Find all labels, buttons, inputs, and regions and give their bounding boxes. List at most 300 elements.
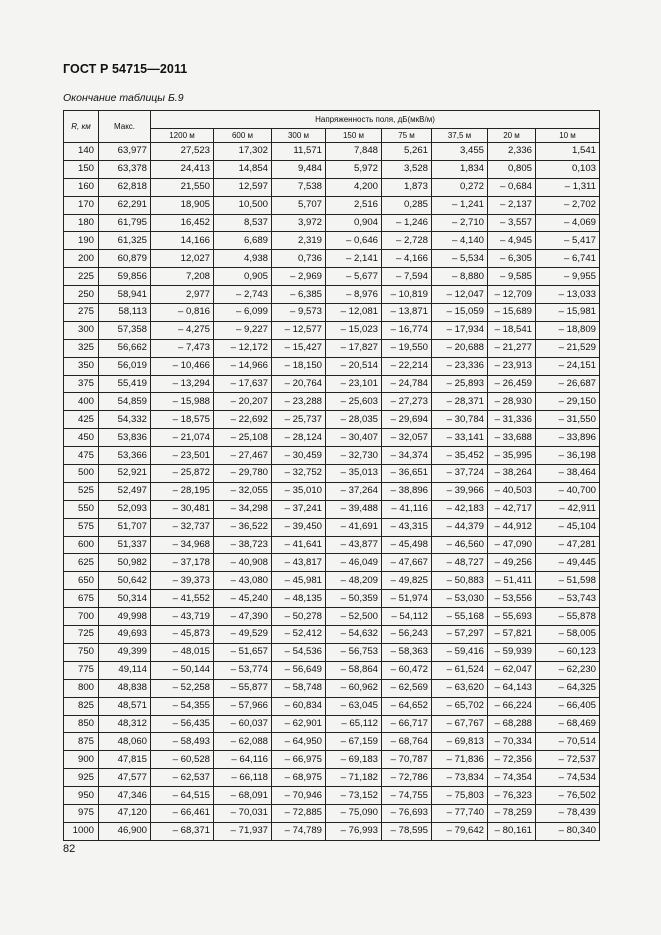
cell-value: – 56,753 [326, 643, 382, 661]
cell-value: – 33,896 [536, 429, 600, 447]
cell-value: – 13,294 [151, 375, 214, 393]
cell-max: 54,859 [99, 393, 151, 411]
cell-value: – 51,411 [488, 572, 536, 590]
cell-value: – 71,182 [326, 769, 382, 787]
cell-value: – 47,390 [214, 608, 272, 626]
cell-value: – 62,901 [272, 715, 326, 733]
cell-value: – 2,702 [536, 196, 600, 214]
cell-max: 61,325 [99, 232, 151, 250]
cell-value: – 2,969 [272, 268, 326, 286]
table-row [64, 393, 600, 411]
cell-value: – 53,556 [488, 590, 536, 608]
table-body [64, 143, 600, 841]
cell-value: – 70,031 [214, 804, 272, 822]
table-row [64, 447, 600, 465]
cell-value: – 54,355 [151, 697, 214, 715]
cell-value: – 73,152 [326, 787, 382, 805]
cell-value: 16,452 [151, 214, 214, 232]
cell-value: 1,873 [382, 178, 432, 196]
cell-value: – 76,502 [536, 787, 600, 805]
cell-value: 3,455 [432, 143, 488, 161]
cell-value: – 0,816 [151, 304, 214, 322]
cell-value: – 43,719 [151, 608, 214, 626]
table-row [64, 268, 600, 286]
cell-value: – 32,752 [272, 465, 326, 483]
cell-r: 150 [64, 160, 99, 178]
cell-value: 6,689 [214, 232, 272, 250]
cell-value: – 32,730 [326, 447, 382, 465]
cell-value: – 66,118 [214, 769, 272, 787]
cell-max: 62,818 [99, 178, 151, 196]
cell-value: 2,977 [151, 286, 214, 304]
cell-value: – 16,774 [382, 321, 432, 339]
sub-header: 37,5 м [432, 129, 488, 143]
cell-value: – 43,817 [272, 554, 326, 572]
cell-value: – 26,459 [488, 375, 536, 393]
cell-value: – 17,827 [326, 339, 382, 357]
cell-value: – 2,743 [214, 286, 272, 304]
cell-value: – 23,101 [326, 375, 382, 393]
cell-value: – 21,529 [536, 339, 600, 357]
cell-value: – 45,498 [382, 536, 432, 554]
cell-max: 62,291 [99, 196, 151, 214]
cell-value: – 15,981 [536, 304, 600, 322]
cell-value: 0,736 [272, 250, 326, 268]
cell-value: 5,972 [326, 160, 382, 178]
cell-value: – 52,258 [151, 679, 214, 697]
cell-value: – 64,143 [488, 679, 536, 697]
cell-value: – 77,740 [432, 804, 488, 822]
cell-value: – 55,877 [214, 679, 272, 697]
cell-value: – 28,371 [432, 393, 488, 411]
cell-value: – 6,099 [214, 304, 272, 322]
cell-value: – 37,264 [326, 482, 382, 500]
cell-value: – 35,010 [272, 482, 326, 500]
cell-max: 55,419 [99, 375, 151, 393]
cell-max: 52,497 [99, 482, 151, 500]
table-row [64, 733, 600, 751]
cell-value: – 37,241 [272, 500, 326, 518]
cell-r: 475 [64, 447, 99, 465]
cell-value: 5,707 [272, 196, 326, 214]
sub-header: 75 м [382, 129, 432, 143]
cell-value: – 21,074 [151, 429, 214, 447]
cell-value: – 22,214 [382, 357, 432, 375]
cell-value: – 9,955 [536, 268, 600, 286]
cell-value: – 47,667 [382, 554, 432, 572]
cell-r: 275 [64, 304, 99, 322]
cell-r: 900 [64, 751, 99, 769]
cell-value: – 66,405 [536, 697, 600, 715]
cell-value: – 18,150 [272, 357, 326, 375]
cell-value: – 28,124 [272, 429, 326, 447]
cell-value: – 43,315 [382, 518, 432, 536]
cell-value: – 50,883 [432, 572, 488, 590]
cell-value: – 10,819 [382, 286, 432, 304]
cell-value: – 30,407 [326, 429, 382, 447]
cell-value: – 68,288 [488, 715, 536, 733]
cell-value: – 25,603 [326, 393, 382, 411]
table-row [64, 232, 600, 250]
cell-value: – 33,688 [488, 429, 536, 447]
cell-value: – 28,035 [326, 411, 382, 429]
cell-value: – 54,632 [326, 626, 382, 644]
cell-value: – 45,104 [536, 518, 600, 536]
cell-r: 450 [64, 429, 99, 447]
cell-max: 46,900 [99, 822, 151, 840]
cell-value: – 42,183 [432, 500, 488, 518]
cell-value: – 7,594 [382, 268, 432, 286]
cell-value: – 39,966 [432, 482, 488, 500]
table-row [64, 769, 600, 787]
cell-value: – 62,537 [151, 769, 214, 787]
cell-value: – 48,727 [432, 554, 488, 572]
cell-value: – 45,240 [214, 590, 272, 608]
cell-value: – 13,033 [536, 286, 600, 304]
cell-value: – 41,552 [151, 590, 214, 608]
cell-value: – 18,809 [536, 321, 600, 339]
cell-max: 50,982 [99, 554, 151, 572]
cell-value: – 0,684 [488, 178, 536, 196]
sub-header: 600 м [214, 129, 272, 143]
cell-value: – 46,049 [326, 554, 382, 572]
cell-value: – 5,534 [432, 250, 488, 268]
table-row [64, 536, 600, 554]
cell-value: – 64,652 [382, 697, 432, 715]
cell-value: 24,413 [151, 160, 214, 178]
cell-r: 700 [64, 608, 99, 626]
cell-r: 825 [64, 697, 99, 715]
cell-value: – 13,871 [382, 304, 432, 322]
cell-max: 53,366 [99, 447, 151, 465]
cell-value: 17,302 [214, 143, 272, 161]
cell-value: – 70,514 [536, 733, 600, 751]
cell-value: – 39,373 [151, 572, 214, 590]
field-strength-table [63, 110, 600, 841]
cell-value: – 49,529 [214, 626, 272, 644]
cell-value: 2,319 [272, 232, 326, 250]
cell-r: 250 [64, 286, 99, 304]
cell-value: – 52,500 [326, 608, 382, 626]
cell-max: 49,998 [99, 608, 151, 626]
cell-value: – 10,466 [151, 357, 214, 375]
cell-value: – 5,417 [536, 232, 600, 250]
cell-value: – 43,080 [214, 572, 272, 590]
cell-max: 49,114 [99, 661, 151, 679]
cell-value: – 72,356 [488, 751, 536, 769]
cell-value: – 64,116 [214, 751, 272, 769]
cell-r: 750 [64, 643, 99, 661]
table-row [64, 196, 600, 214]
cell-value: – 6,305 [488, 250, 536, 268]
cell-value: – 74,789 [272, 822, 326, 840]
cell-value: – 32,737 [151, 518, 214, 536]
cell-value: – 66,717 [382, 715, 432, 733]
cell-value: – 9,227 [214, 321, 272, 339]
cell-max: 60,879 [99, 250, 151, 268]
cell-value: – 58,864 [326, 661, 382, 679]
cell-value: – 76,323 [488, 787, 536, 805]
cell-value: – 49,256 [488, 554, 536, 572]
table-row [64, 554, 600, 572]
cell-value: – 71,836 [432, 751, 488, 769]
cell-value: – 70,334 [488, 733, 536, 751]
cell-value: – 58,005 [536, 626, 600, 644]
cell-max: 63,378 [99, 160, 151, 178]
table-row [64, 643, 600, 661]
table-row [64, 608, 600, 626]
cell-value: – 55,878 [536, 608, 600, 626]
cell-value: – 63,045 [326, 697, 382, 715]
cell-value: – 78,439 [536, 804, 600, 822]
cell-value: 0,805 [488, 160, 536, 178]
cell-value: – 62,569 [382, 679, 432, 697]
cell-value: – 27,273 [382, 393, 432, 411]
cell-value: – 66,224 [488, 697, 536, 715]
cell-value: – 60,123 [536, 643, 600, 661]
cell-value: – 60,472 [382, 661, 432, 679]
cell-value: – 64,325 [536, 679, 600, 697]
cell-value: – 70,787 [382, 751, 432, 769]
cell-value: – 50,144 [151, 661, 214, 679]
cell-value: – 15,059 [432, 304, 488, 322]
cell-value: 27,523 [151, 143, 214, 161]
table-row [64, 214, 600, 232]
cell-value: – 6,741 [536, 250, 600, 268]
cell-value: – 1,241 [432, 196, 488, 214]
cell-value: – 58,748 [272, 679, 326, 697]
cell-value: 7,848 [326, 143, 382, 161]
cell-value: – 32,055 [214, 482, 272, 500]
table-row [64, 751, 600, 769]
cell-max: 56,019 [99, 357, 151, 375]
cell-value: – 39,450 [272, 518, 326, 536]
cell-value: – 71,937 [214, 822, 272, 840]
cell-value: – 27,467 [214, 447, 272, 465]
cell-value: – 51,598 [536, 572, 600, 590]
cell-value: – 66,461 [151, 804, 214, 822]
cell-value: – 69,183 [326, 751, 382, 769]
cell-max: 51,337 [99, 536, 151, 554]
cell-value: – 66,975 [272, 751, 326, 769]
cell-value: 3,528 [382, 160, 432, 178]
cell-value: 4,938 [214, 250, 272, 268]
cell-max: 58,941 [99, 286, 151, 304]
table-row [64, 178, 600, 196]
cell-value: – 34,298 [214, 500, 272, 518]
table-row [64, 626, 600, 644]
cell-r: 550 [64, 500, 99, 518]
cell-value: – 19,550 [382, 339, 432, 357]
cell-value: – 46,560 [432, 536, 488, 554]
header-r: R, км [64, 111, 99, 143]
cell-value: – 17,637 [214, 375, 272, 393]
cell-value: – 25,872 [151, 465, 214, 483]
cell-value: 10,500 [214, 196, 272, 214]
cell-value: – 53,774 [214, 661, 272, 679]
cell-value: – 36,198 [536, 447, 600, 465]
cell-max: 54,332 [99, 411, 151, 429]
cell-value: – 63,620 [432, 679, 488, 697]
table-caption: Окончание таблицы Б.9 [63, 92, 184, 104]
table-row [64, 679, 600, 697]
cell-value: – 23,288 [272, 393, 326, 411]
table-row [64, 286, 600, 304]
cell-value: – 8,976 [326, 286, 382, 304]
cell-value: 0,285 [382, 196, 432, 214]
cell-r: 325 [64, 339, 99, 357]
document-title: ГОСТ Р 54715—2011 [63, 62, 188, 76]
cell-value: – 47,281 [536, 536, 600, 554]
cell-value: – 53,743 [536, 590, 600, 608]
cell-value: – 70,946 [272, 787, 326, 805]
cell-value: 0,103 [536, 160, 600, 178]
cell-value: – 60,962 [326, 679, 382, 697]
cell-value: – 74,354 [488, 769, 536, 787]
cell-value: – 18,575 [151, 411, 214, 429]
cell-value: – 44,912 [488, 518, 536, 536]
cell-value: – 72,885 [272, 804, 326, 822]
cell-value: – 49,445 [536, 554, 600, 572]
table-row [64, 661, 600, 679]
cell-value: – 24,784 [382, 375, 432, 393]
cell-value: – 4,166 [382, 250, 432, 268]
cell-value: 21,550 [151, 178, 214, 196]
page-number: 82 [63, 843, 76, 855]
cell-value: – 24,151 [536, 357, 600, 375]
cell-value: 2,516 [326, 196, 382, 214]
cell-value: – 37,724 [432, 465, 488, 483]
sub-header: 1200 м [151, 129, 214, 143]
cell-value: 0,905 [214, 268, 272, 286]
cell-value: – 57,297 [432, 626, 488, 644]
table-row [64, 572, 600, 590]
cell-value: – 56,649 [272, 661, 326, 679]
cell-value: – 80,161 [488, 822, 536, 840]
cell-max: 50,642 [99, 572, 151, 590]
cell-value: – 33,141 [432, 429, 488, 447]
cell-value: – 28,930 [488, 393, 536, 411]
cell-r: 925 [64, 769, 99, 787]
table-row [64, 429, 600, 447]
cell-value: – 29,150 [536, 393, 600, 411]
cell-max: 47,346 [99, 787, 151, 805]
cell-r: 525 [64, 482, 99, 500]
cell-r: 180 [64, 214, 99, 232]
cell-value: – 12,577 [272, 321, 326, 339]
cell-value: 14,854 [214, 160, 272, 178]
cell-value: – 8,880 [432, 268, 488, 286]
cell-value: – 22,692 [214, 411, 272, 429]
cell-max: 49,399 [99, 643, 151, 661]
cell-value: 2,336 [488, 143, 536, 161]
header-max: Макс. [99, 111, 151, 143]
table-row [64, 339, 600, 357]
cell-value: – 60,528 [151, 751, 214, 769]
cell-r: 675 [64, 590, 99, 608]
cell-value: – 37,178 [151, 554, 214, 572]
cell-r: 375 [64, 375, 99, 393]
cell-value: – 3,557 [488, 214, 536, 232]
sub-header: 300 м [272, 129, 326, 143]
table-row [64, 375, 600, 393]
cell-r: 800 [64, 679, 99, 697]
cell-value: – 9,585 [488, 268, 536, 286]
cell-value: – 45,873 [151, 626, 214, 644]
cell-value: – 23,501 [151, 447, 214, 465]
cell-value: – 14,966 [214, 357, 272, 375]
cell-value: 0,272 [432, 178, 488, 196]
cell-value: – 50,359 [326, 590, 382, 608]
cell-value: – 60,037 [214, 715, 272, 733]
cell-value: 18,905 [151, 196, 214, 214]
cell-value: – 1,246 [382, 214, 432, 232]
cell-r: 625 [64, 554, 99, 572]
cell-value: – 67,159 [326, 733, 382, 751]
cell-value: – 55,693 [488, 608, 536, 626]
cell-value: 14,166 [151, 232, 214, 250]
cell-value: – 35,452 [432, 447, 488, 465]
cell-r: 300 [64, 321, 99, 339]
cell-max: 51,707 [99, 518, 151, 536]
cell-value: – 25,108 [214, 429, 272, 447]
cell-value: – 59,416 [432, 643, 488, 661]
cell-value: – 35,013 [326, 465, 382, 483]
cell-value: – 4,945 [488, 232, 536, 250]
cell-value: – 64,950 [272, 733, 326, 751]
table-row [64, 160, 600, 178]
cell-max: 50,314 [99, 590, 151, 608]
cell-max: 58,113 [99, 304, 151, 322]
cell-value: 9,484 [272, 160, 326, 178]
cell-value: – 48,209 [326, 572, 382, 590]
table-row [64, 357, 600, 375]
cell-value: – 62,088 [214, 733, 272, 751]
cell-max: 48,060 [99, 733, 151, 751]
cell-value: – 32,057 [382, 429, 432, 447]
cell-value: – 65,112 [326, 715, 382, 733]
cell-value: – 55,168 [432, 608, 488, 626]
cell-value: – 58,493 [151, 733, 214, 751]
table-row [64, 143, 600, 161]
cell-r: 350 [64, 357, 99, 375]
cell-value: – 51,974 [382, 590, 432, 608]
cell-value: – 40,503 [488, 482, 536, 500]
sub-header: 10 м [536, 129, 600, 143]
table-row [64, 518, 600, 536]
table-row [64, 250, 600, 268]
cell-value: – 72,537 [536, 751, 600, 769]
cell-value: – 56,435 [151, 715, 214, 733]
cell-value: – 34,374 [382, 447, 432, 465]
cell-value: – 15,689 [488, 304, 536, 322]
cell-value: – 40,908 [214, 554, 272, 572]
cell-max: 48,312 [99, 715, 151, 733]
cell-value: – 20,688 [432, 339, 488, 357]
cell-value: – 78,259 [488, 804, 536, 822]
cell-value: – 65,702 [432, 697, 488, 715]
cell-value: – 39,488 [326, 500, 382, 518]
cell-value: – 2,710 [432, 214, 488, 232]
cell-value: – 31,336 [488, 411, 536, 429]
cell-value: – 26,687 [536, 375, 600, 393]
cell-value: – 30,784 [432, 411, 488, 429]
cell-value: – 28,195 [151, 482, 214, 500]
cell-value: – 52,412 [272, 626, 326, 644]
cell-value: – 41,641 [272, 536, 326, 554]
cell-value: – 75,803 [432, 787, 488, 805]
cell-value: – 73,834 [432, 769, 488, 787]
